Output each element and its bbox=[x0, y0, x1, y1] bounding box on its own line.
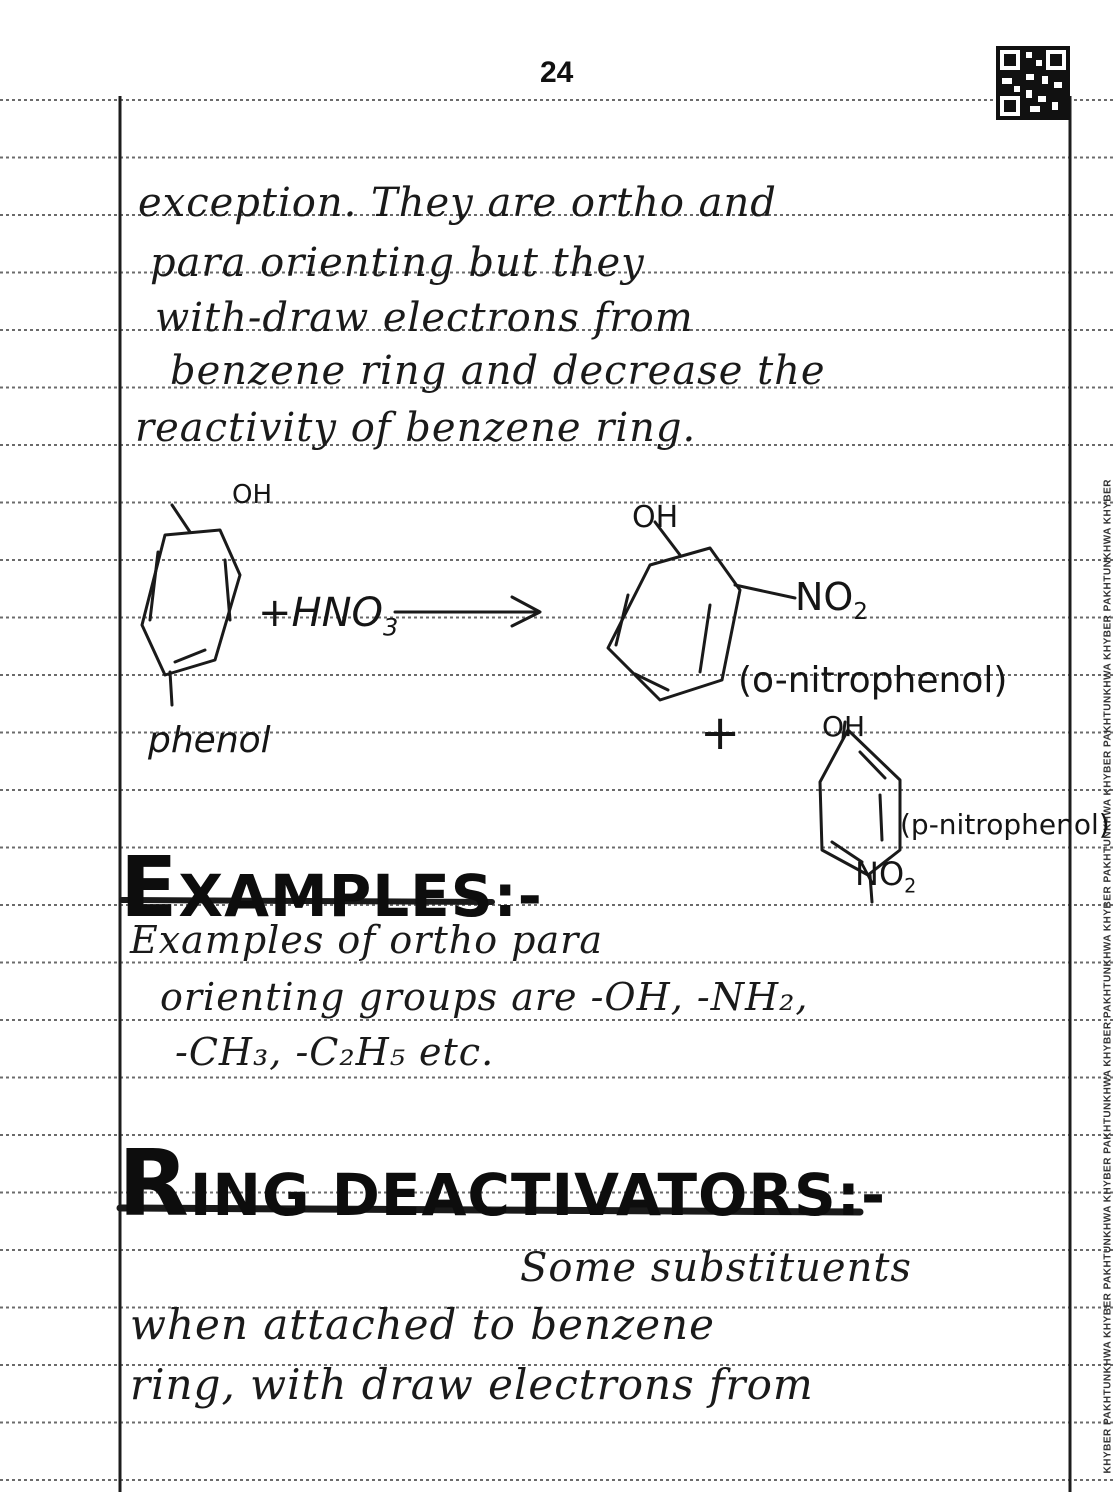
deactivators-line-2: when attached to benzene bbox=[130, 1300, 715, 1349]
phenol-label: phenol bbox=[148, 720, 271, 761]
intro-line-1: exception. They are ortho and bbox=[138, 180, 777, 226]
intro-line-3: with-draw electrons from bbox=[155, 295, 694, 341]
examples-line-1: Examples of ortho para bbox=[130, 918, 603, 962]
qr-code-icon bbox=[996, 46, 1070, 120]
phenol-oh-label: OH bbox=[232, 480, 273, 510]
p-nitrophenol-oh-label: OH bbox=[822, 710, 866, 743]
o-nitrophenol-oh-label: OH bbox=[632, 500, 679, 535]
intro-line-4: benzene ring and decrease the bbox=[170, 348, 826, 394]
examples-heading-initial: E bbox=[120, 838, 179, 936]
reagent-subscript: 3 bbox=[383, 613, 399, 642]
deactivators-line-1: Some substituents bbox=[520, 1245, 912, 1291]
examples-line-2: orienting groups are -OH, -NH₂, bbox=[160, 975, 809, 1019]
intro-line-5: reactivity of benzene ring. bbox=[135, 405, 697, 451]
o-nitrophenol-label: (o-nitrophenol) bbox=[738, 660, 1008, 701]
no2-subscript: 2 bbox=[853, 599, 868, 626]
reagent-text: +HNO bbox=[258, 590, 383, 636]
no2-text: NO bbox=[855, 855, 905, 893]
ring-deactivators-heading-rest: ING DEACTIVATORS:- bbox=[189, 1161, 887, 1229]
o-nitrophenol-no2-label bbox=[795, 575, 868, 625]
side-watermark-strip bbox=[1100, 120, 1116, 1490]
intro-line-2: para orienting but they bbox=[150, 240, 645, 286]
examples-heading-rest: XAMPLES:- bbox=[178, 862, 543, 930]
no2-text: NO bbox=[795, 575, 854, 619]
ring-deactivators-heading-initial: R bbox=[118, 1130, 190, 1237]
p-nitrophenol-label: (p-nitrophenol) bbox=[900, 808, 1110, 841]
examples-line-3: -CH₃, -C₂H₅ etc. bbox=[175, 1030, 495, 1074]
deactivators-line-3: ring, with draw electrons from bbox=[130, 1360, 814, 1409]
no2-subscript: 2 bbox=[904, 874, 917, 898]
nitric-acid-reagent bbox=[258, 590, 398, 642]
ring-deactivators-heading bbox=[118, 1130, 886, 1237]
plus-sign: + bbox=[700, 705, 741, 761]
side-watermark-text: KHYBER PAKHTUNKHWA KHYBER PAKHTUNKHWA KHYBER PAKHTUNKHWA KHYBER PAKHTUNKHWA KHYBER PAKHTUNKHWA KHYBER PAKHTUNKHWA KHYBER PAKHTUNKHWA KHYBER bbox=[1102, 479, 1114, 1474]
page-number: 24 bbox=[540, 56, 574, 89]
p-nitrophenol-no2-label bbox=[855, 855, 916, 898]
